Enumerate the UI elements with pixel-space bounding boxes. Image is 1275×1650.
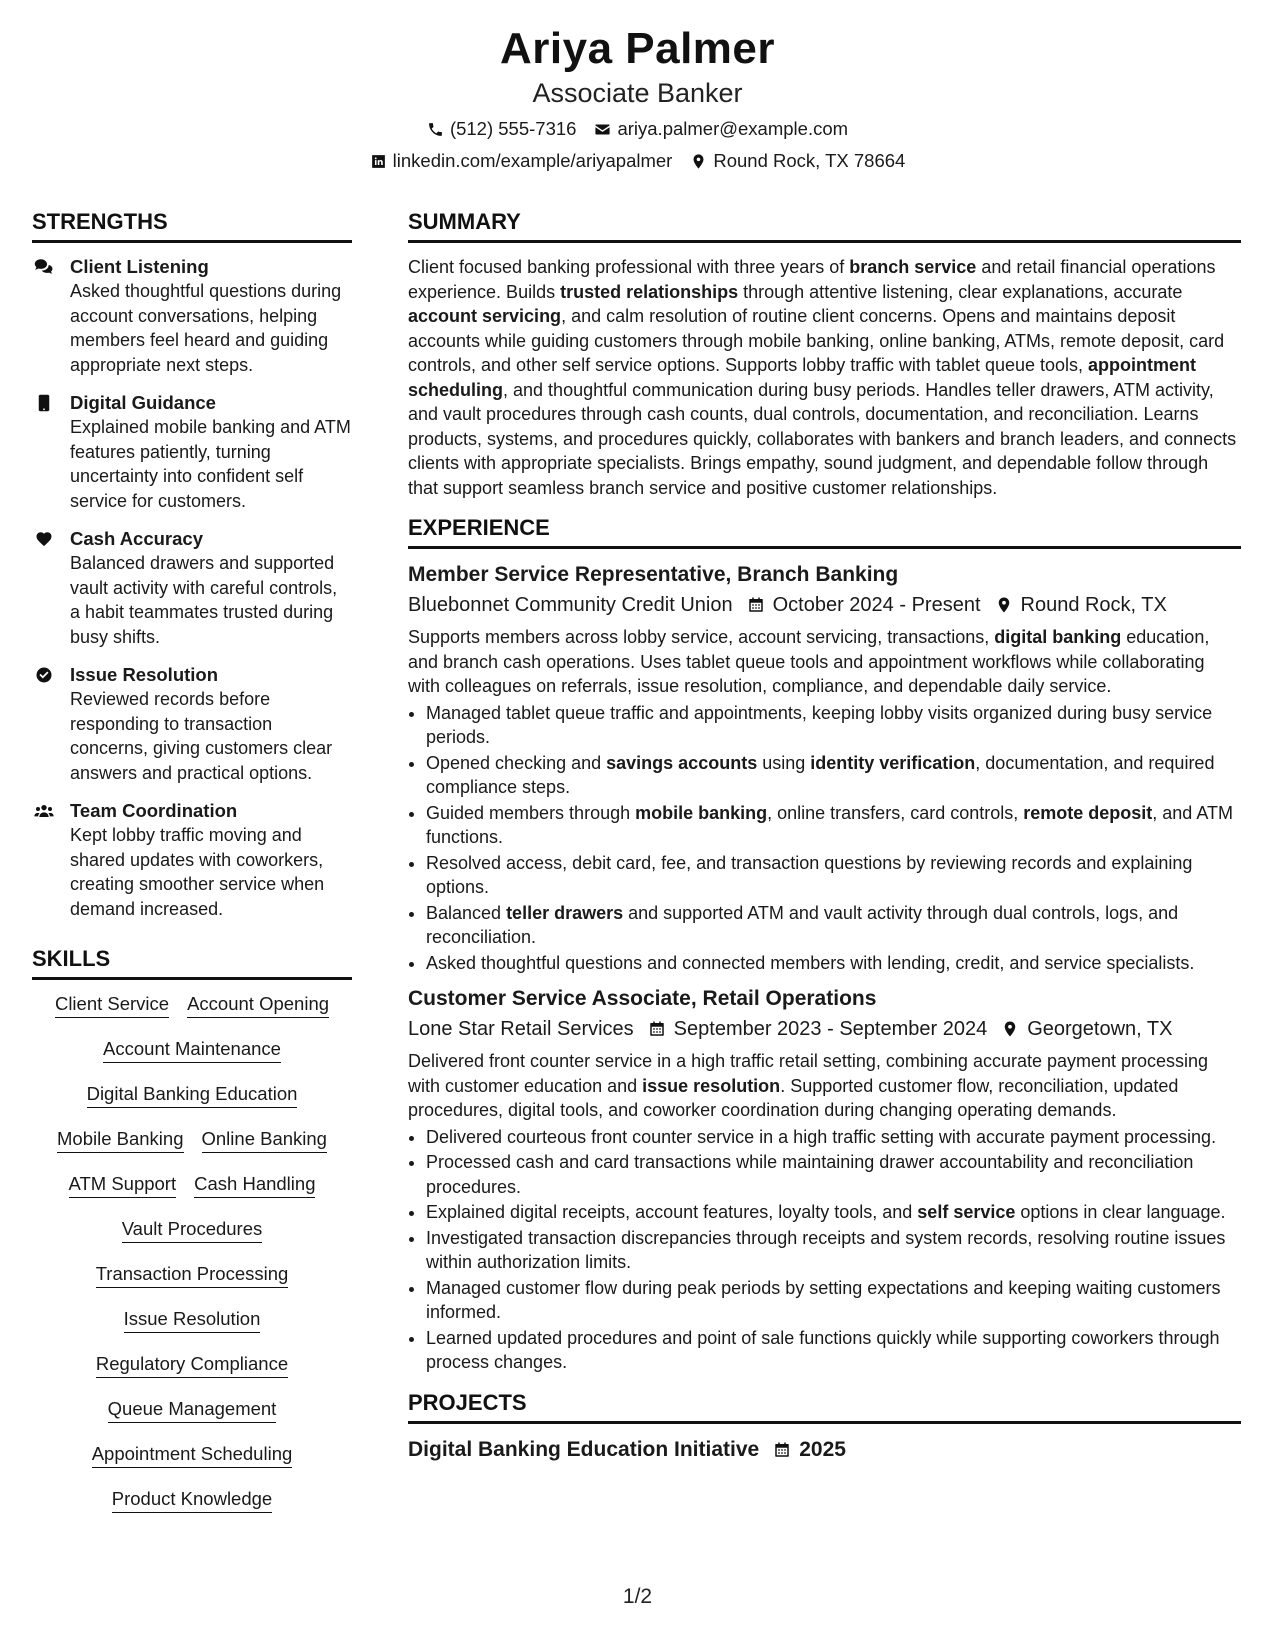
bold-phrase: teller drawers (506, 902, 624, 923)
projects-list (408, 1436, 1241, 1464)
calendar-icon (648, 1020, 666, 1038)
contact-phone (427, 118, 577, 140)
project-name: Digital Banking Education Initiative (408, 1437, 760, 1461)
job-company: Lone Star Retail Services (408, 1018, 634, 1040)
strength-description: Kept lobby traffic moving and shared updates with coworkers, creating smoother service when demand increased. (70, 825, 325, 919)
calendar-icon (773, 1441, 791, 1459)
skill-tag: Product Knowledge (112, 1487, 272, 1513)
bullet-item: • Asked thoughtful questions and connected members with lending, credit, and service specialists. (426, 951, 1241, 976)
contact-row-1 (0, 118, 1275, 140)
skill-row (32, 1397, 352, 1423)
skill-tag: Transaction Processing (96, 1262, 289, 1288)
skill-tag: Issue Resolution (124, 1307, 261, 1333)
job-role: Customer Service Associate, Retail Operations (408, 987, 877, 1010)
bold-phrase: savings accounts (606, 752, 758, 773)
skill-row (32, 1442, 352, 1468)
strength-icon-wrap (32, 799, 70, 921)
job-location: Round Rock, TX (1020, 594, 1167, 616)
bold-phrase: digital banking (994, 627, 1122, 647)
bold-phrase: remote deposit (1023, 802, 1153, 823)
bullet-item: • Resolved access, debit card, fee, and transaction questions by reviewing records and explaining options. (426, 851, 1241, 900)
strength-body (70, 255, 352, 377)
job-dates: October 2024 - Present (772, 594, 981, 616)
job-role: Member Service Representative, Branch Banking (408, 563, 899, 586)
job-meta (408, 591, 1241, 619)
skill-tag: Appointment Scheduling (92, 1442, 293, 1468)
strength-title: Client Listening (70, 256, 209, 277)
skill-row (32, 1487, 352, 1513)
experience-list (408, 561, 1241, 1375)
bullet-item: • Processed cash and card transactions while maintaining drawer accountability and reconciliation procedures. (426, 1150, 1241, 1199)
bullet-item: • Managed tablet queue traffic and appointments, keeping lobby visits organized during busy service periods. (426, 701, 1241, 750)
skill-tag: Client Service (55, 992, 169, 1018)
contact-location (690, 150, 905, 172)
strength-icon-wrap (32, 255, 70, 377)
check-circle-icon (34, 666, 54, 684)
strengths-list (32, 255, 352, 921)
bullet-item: • Learned updated procedures and point of sale functions quickly while supporting coworkers through process changes. (426, 1326, 1241, 1375)
contact-linkedin[interactable] (370, 150, 673, 172)
strength-icon-wrap (32, 663, 70, 785)
strength-title: Digital Guidance (70, 392, 216, 413)
map-pin-icon (1001, 1020, 1019, 1038)
candidate-title: Associate Banker (532, 78, 743, 108)
left-column (32, 208, 352, 1532)
summary-heading: SUMMARY (408, 208, 1241, 243)
job-description: Supports members across lobby service, account servicing, transactions, digital banking education, and branch cash operations. Uses tablet queue tools and appointment workflows while collaborating with colleagues on referrals, issue resolution, compliance, and dependable daily service. (408, 627, 1210, 696)
skill-row (32, 1037, 352, 1063)
job-company: Bluebonnet Community Credit Union (408, 594, 733, 616)
contact-email[interactable] (594, 118, 848, 140)
projects-heading: PROJECTS (408, 1389, 1241, 1424)
bullet-item: • Explained digital receipts, account features, loyalty tools, and self service options in clear language. (426, 1200, 1241, 1225)
strengths-heading: STRENGTHS (32, 208, 352, 243)
skill-row (32, 1262, 352, 1288)
strength-title: Issue Resolution (70, 664, 219, 685)
bold-phrase: identity verification (810, 752, 976, 773)
strength-icon-wrap (32, 527, 70, 649)
strength-description: Balanced drawers and supported vault activity with careful controls, a habit teammates trusted during busy shifts. (70, 553, 338, 647)
strength-title: Team Coordination (70, 800, 238, 821)
bullet-item: • Managed customer flow during peak periods by setting expectations and keeping waiting customers informed. (426, 1276, 1241, 1325)
strength-icon-wrap (32, 391, 70, 513)
map-pin-icon (995, 596, 1013, 614)
linkedin-icon (370, 153, 387, 170)
linkedin-text[interactable]: linkedin.com/example/ariyapalmer (392, 150, 673, 171)
strength-description: Explained mobile banking and ATM features patiently, turning uncertainty into confident self service for customers. (70, 417, 351, 511)
strength-body (70, 391, 352, 513)
skill-tag: Regulatory Compliance (96, 1352, 288, 1378)
skill-row (32, 1352, 352, 1378)
skill-tag: Account Maintenance (103, 1037, 281, 1063)
bullet-item: • Guided members through mobile banking, online transfers, card controls, remote deposit, and ATM functions. (426, 801, 1241, 850)
strength-item (32, 799, 352, 921)
bullet-item: • Investigated transaction discrepancies through receipts and system records, resolving routine issues within authorization limits. (426, 1226, 1241, 1275)
bold-phrase: mobile banking (635, 802, 768, 823)
phone-icon (427, 121, 444, 138)
bold-phrase: self service (917, 1202, 1016, 1222)
project-year: 2025 (799, 1437, 846, 1461)
skills-heading: SKILLS (32, 945, 352, 980)
skill-tag: Digital Banking Education (87, 1082, 298, 1108)
bold-phrase: appointment scheduling (408, 355, 1197, 400)
calendar-icon (747, 596, 765, 614)
project-date-icon-wrap (773, 1441, 791, 1459)
skill-row (32, 1127, 352, 1153)
bullet-item: • Delivered courteous front counter service in a high traffic setting with accurate payment processing. (426, 1125, 1241, 1150)
job-location: Georgetown, TX (1027, 1018, 1173, 1040)
job-description: Delivered front counter service in a high traffic retail setting, combining accurate payment processing with customer education and issue resolution. Supported customer flow, reconciliation, updated procedures, digital tools, and coworker coordination during changing operating demands. (408, 1051, 1209, 1120)
bold-phrase: trusted relationships (560, 281, 739, 302)
users-icon (34, 802, 54, 820)
bullet-item: • Opened checking and savings accounts using identity verification, documentation, and required compliance steps. (426, 751, 1241, 800)
project-entry (408, 1436, 1241, 1464)
contact-row-2 (0, 150, 1275, 172)
skill-tag: Account Opening (187, 992, 329, 1018)
bold-phrase: branch service (849, 257, 977, 277)
job-meta (408, 1015, 1241, 1043)
experience-entry (408, 561, 1241, 975)
bold-phrase: issue resolution (642, 1075, 781, 1096)
summary-text: Client focused banking professional with three years of branch service and retail financial operations experience. Builds trusted relationships through attentive listening, clear explanations, accurate account servicing, and calm resolution of routine client concerns. Opens and maintains deposit accounts while guiding customers through mobile banking, online banking, ATMs, remote deposit, card controls, and other self service options. Supports lobby traffic with tablet queue tools, appointment scheduling, and thoughtful communication during busy periods. Handles teller drawers, ATM activity, and vault procedures through cash counts, dual controls, documentation, and reconciliation. Learns products, systems, and procedures quickly, collaborates with bankers and branch leaders, and connects clients with appropriate specialists. Brings empathy, sound judgment, and dependable follow through that support seamless branch service and positive customer relationships. (408, 257, 1237, 498)
strength-description: Asked thoughtful questions during account conversations, helping members feel heard and guiding appropriate next steps. (70, 281, 342, 375)
phone-text: (512) 555-7316 (449, 118, 577, 139)
resume-header (0, 22, 1275, 172)
map-pin-icon (690, 153, 707, 170)
page-number: 1/2 (622, 1585, 653, 1608)
email-text[interactable]: ariya.palmer@example.com (617, 118, 849, 139)
envelope-icon (594, 121, 611, 138)
comments-icon (34, 258, 54, 276)
strength-item (32, 391, 352, 513)
skill-row (32, 1307, 352, 1333)
strength-item (32, 527, 352, 649)
date-icon-wrap (747, 596, 765, 614)
skill-row (32, 1217, 352, 1243)
skill-tag: Online Banking (202, 1127, 327, 1153)
location-text: Round Rock, TX 78664 (713, 150, 906, 171)
strength-body (70, 663, 352, 785)
strength-item (32, 255, 352, 377)
experience-entry (408, 985, 1241, 1375)
job-bullets (408, 701, 1241, 976)
skill-tag: Queue Management (108, 1397, 277, 1423)
job-dates: September 2023 - September 2024 (673, 1018, 988, 1040)
skill-tag: ATM Support (69, 1172, 177, 1198)
bullet-item: • Balanced teller drawers and supported ATM and vault activity through dual controls, logs, and reconciliation. (426, 901, 1241, 950)
bold-phrase: account servicing (408, 306, 562, 326)
skill-row (32, 1172, 352, 1198)
strength-body (70, 799, 352, 921)
mobile-phone-icon (34, 394, 54, 412)
location-icon-wrap (1001, 1020, 1019, 1038)
date-icon-wrap (648, 1020, 666, 1038)
skills-list (32, 992, 352, 1513)
location-icon-wrap (995, 596, 1013, 614)
skill-tag: Mobile Banking (57, 1127, 184, 1153)
skill-tag: Vault Procedures (122, 1217, 263, 1243)
skill-row (32, 992, 352, 1018)
strength-item (32, 663, 352, 785)
strength-description: Reviewed records before responding to transaction concerns, giving customers clear answers and practical options. (70, 689, 333, 783)
heart-icon (34, 530, 54, 548)
candidate-name: Ariya Palmer (499, 24, 776, 73)
skill-tag: Cash Handling (194, 1172, 315, 1198)
right-column (408, 208, 1241, 1464)
strength-body (70, 527, 352, 649)
strength-title: Cash Accuracy (70, 528, 203, 549)
skill-row (32, 1082, 352, 1108)
job-bullets (408, 1125, 1241, 1375)
experience-heading: EXPERIENCE (408, 514, 1241, 549)
